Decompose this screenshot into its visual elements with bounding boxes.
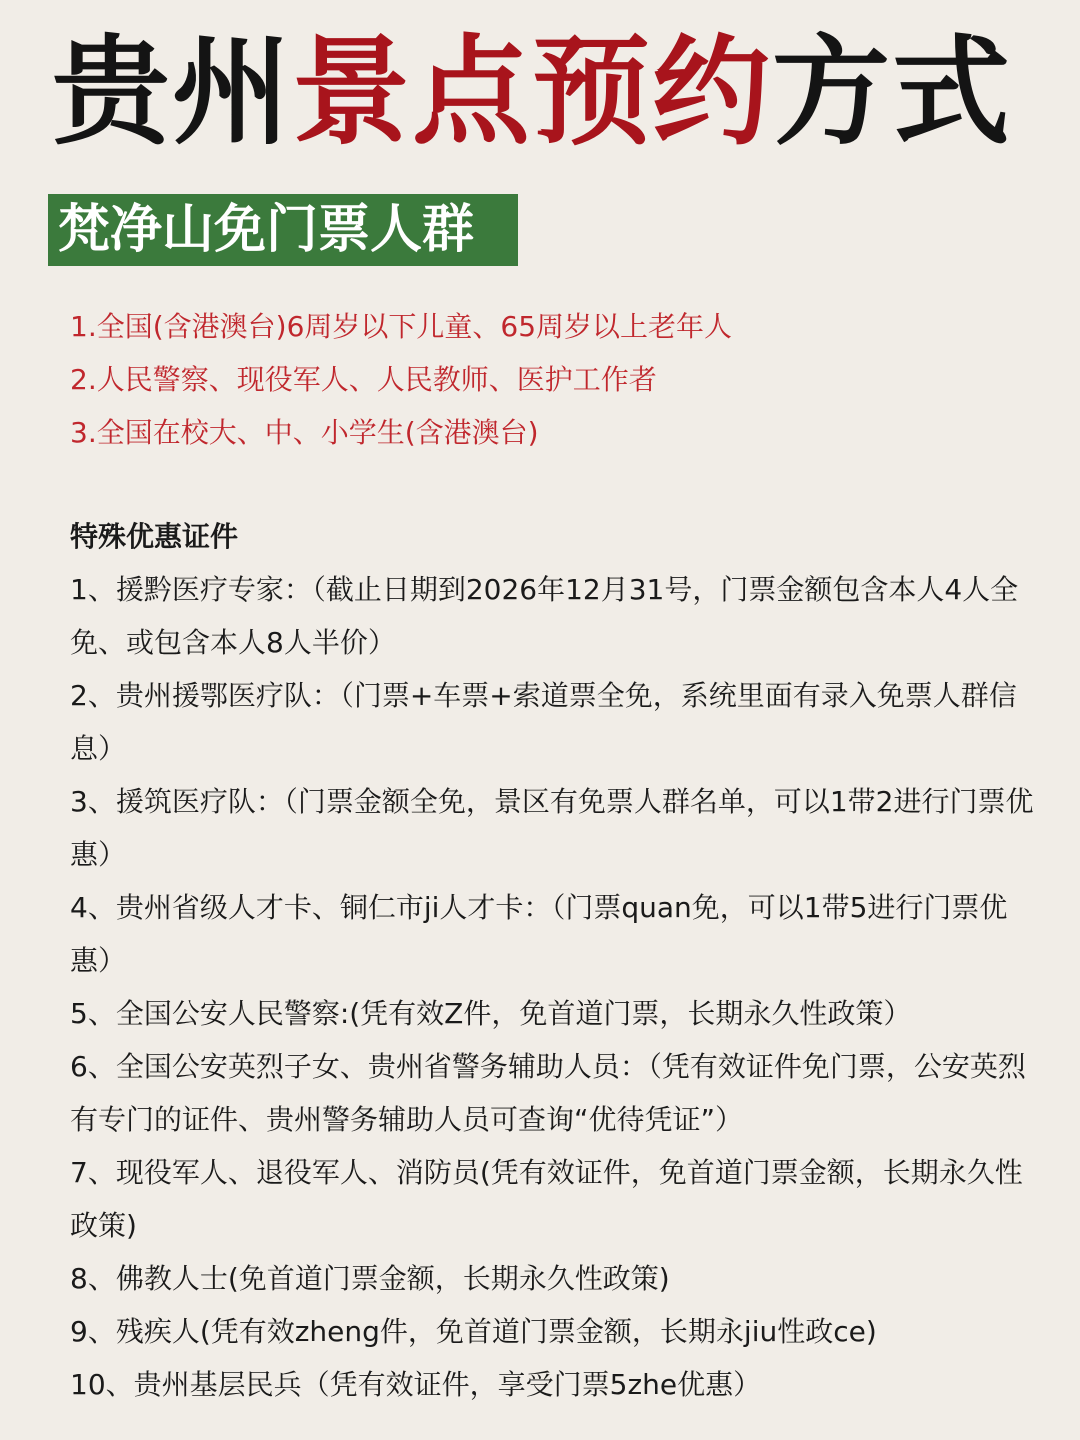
title-part-guizhou: 贵州 xyxy=(52,22,293,161)
certificate-item: 4、贵州省级人才卡、铜仁市ji人才卡：（门票quan免，可以1带5进行门票优惠） xyxy=(70,891,1008,977)
free-group-item: 3.全国在校大、中、小学生(含港澳台) xyxy=(70,416,539,449)
section-banner-free-ticket-groups: 梵净山免门票人群 xyxy=(48,194,518,266)
certificate-item: 3、援筑医疗队：（门票金额全免，景区有免票人群名单，可以1带2进行门票优惠） xyxy=(70,785,1034,871)
free-group-item: 2.人民警察、现役军人、人民教师、医护工作者 xyxy=(70,363,657,396)
certificate-item: 5、全国公安人民警察:(凭有效Z件，免首道门票，长期永久性政策） xyxy=(70,997,912,1030)
certificate-item: 2、贵州援鄂医疗队：（门票+车票+索道票全免，系统里面有录入免票人群信息） xyxy=(70,679,1017,765)
free-groups-list xyxy=(70,300,1030,459)
special-certificates-heading: 特殊优惠证件 xyxy=(70,520,239,553)
certificate-item: 1、援黔医疗专家：（截止日期到2026年12月31号，门票金额包含本人4人全免、或包含本人8人半价） xyxy=(70,573,1019,659)
certificate-item: 9、残疾人(凭有效zheng件，免首道门票金额，长期永jiu性政ce) xyxy=(70,1315,877,1348)
certificate-item: 6、全国公安英烈子女、贵州省警务辅助人员：（凭有效证件免门票，公安英烈有专门的证件、贵州警务辅助人员可查询“优待凭证”） xyxy=(70,1050,1026,1136)
certificate-item: 8、佛教人士(免首道门票金额，长期永久性政策) xyxy=(70,1262,670,1295)
title-part-method: 方式 xyxy=(772,22,1013,161)
certificate-item: 10、贵州基层民兵（凭有效证件，享受门票5zhe优惠） xyxy=(70,1368,762,1401)
page-title xyxy=(52,22,1052,162)
certificate-item: 7、现役军人、退役军人、消防员(凭有效证件，免首道门票金额，长期永久性政策) xyxy=(70,1156,1023,1242)
title-part-attraction-booking: 景点预约 xyxy=(292,22,773,161)
special-certificates-list xyxy=(70,563,1035,1411)
free-group-item: 1.全国(含港澳台)6周岁以下儿童、65周岁以上老年人 xyxy=(70,310,733,343)
